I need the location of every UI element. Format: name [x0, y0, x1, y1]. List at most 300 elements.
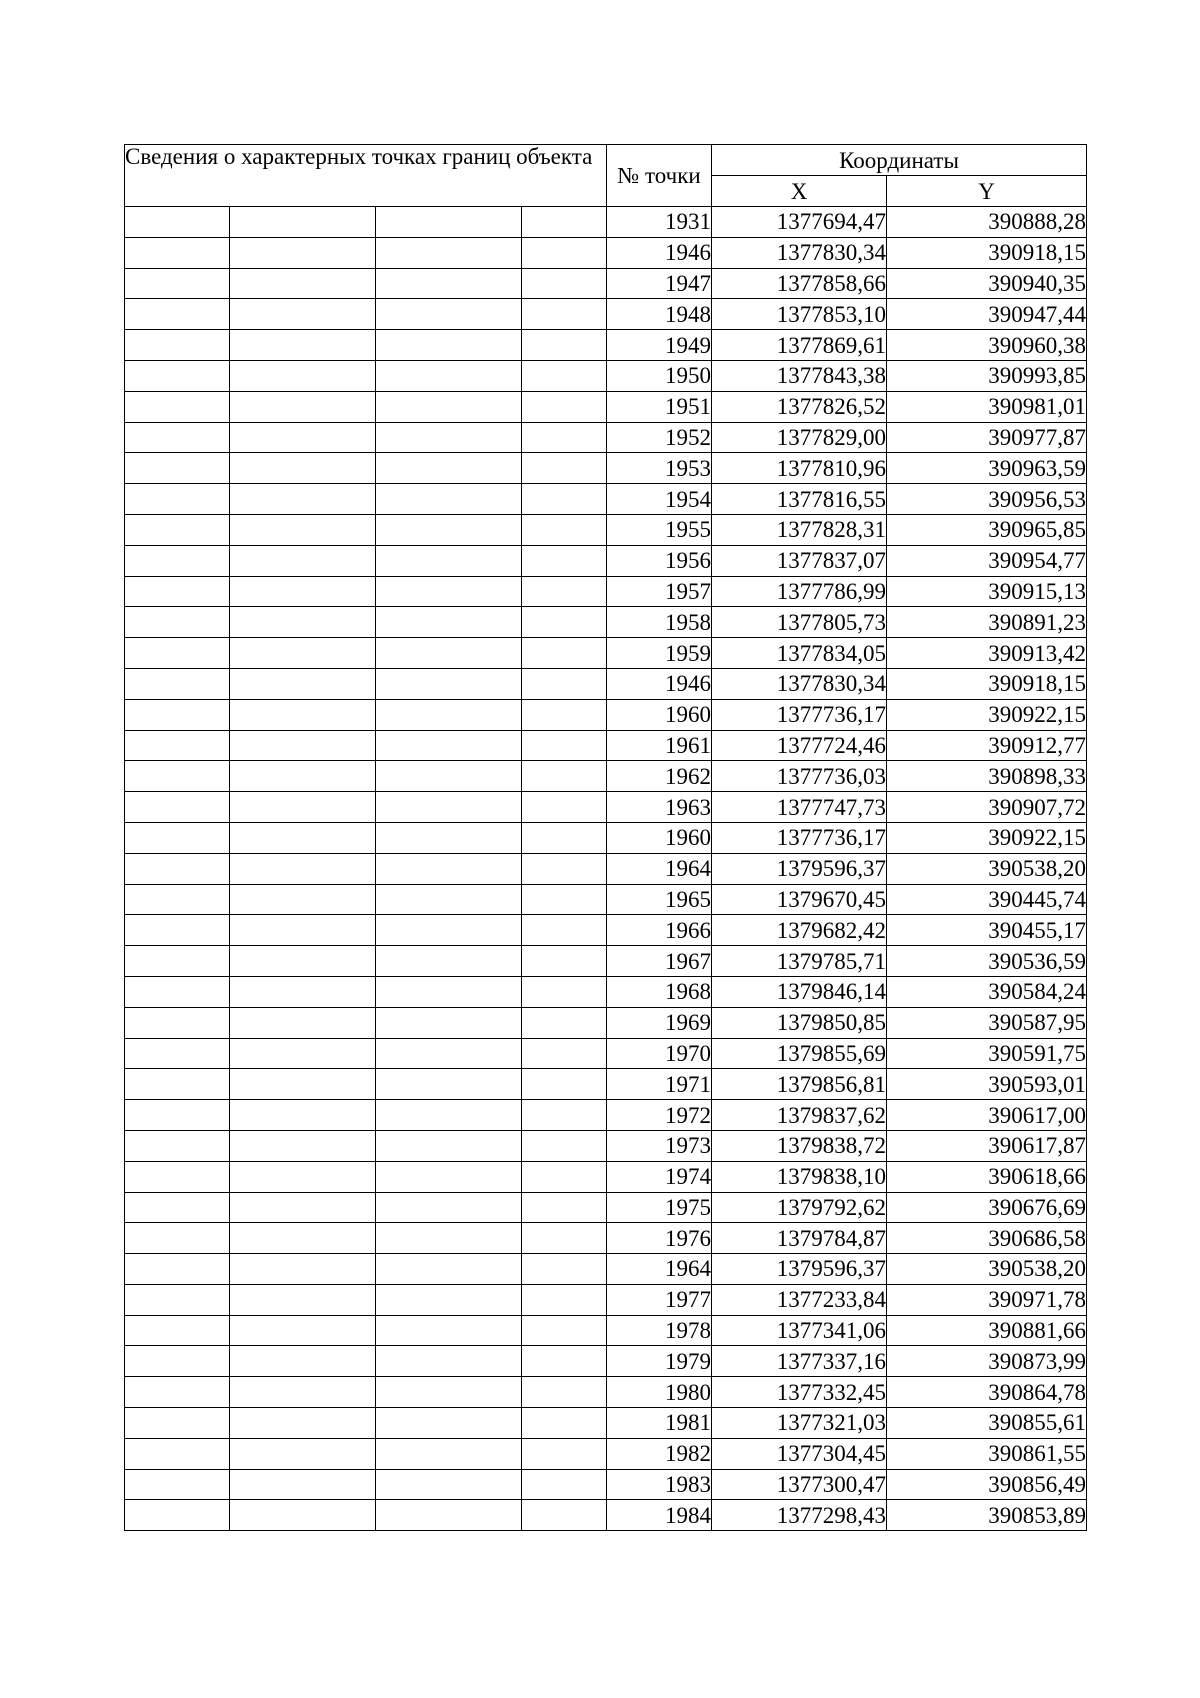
point-number-cell: 1968: [607, 976, 712, 1007]
empty-cell: [230, 545, 376, 576]
empty-cell: [522, 207, 607, 238]
empty-cell: [376, 730, 522, 761]
y-coordinate-cell: 390918,15: [887, 668, 1087, 699]
empty-cell: [522, 391, 607, 422]
y-coordinate-cell: 390617,00: [887, 1100, 1087, 1131]
point-number-cell: 1961: [607, 730, 712, 761]
empty-cell: [376, 884, 522, 915]
y-coordinate-cell: 390587,95: [887, 1007, 1087, 1038]
empty-cell: [125, 1315, 230, 1346]
y-coordinate-cell: 390918,15: [887, 237, 1087, 268]
table-row: [125, 1284, 1087, 1315]
point-number-cell: 1962: [607, 761, 712, 792]
table-row: [125, 545, 1087, 576]
y-coordinate-cell: 390993,85: [887, 360, 1087, 391]
y-coordinate-cell: 390584,24: [887, 976, 1087, 1007]
empty-cell: [230, 207, 376, 238]
table-row: [125, 853, 1087, 884]
table-row: [125, 268, 1087, 299]
empty-cell: [125, 1346, 230, 1377]
point-number-cell: 1956: [607, 545, 712, 576]
empty-cell: [125, 1377, 230, 1408]
empty-cell: [376, 237, 522, 268]
empty-cell: [230, 453, 376, 484]
x-coordinate-cell: 1379596,37: [712, 1254, 887, 1285]
x-coordinate-cell: 1377736,17: [712, 699, 887, 730]
y-header: Y: [887, 176, 1087, 207]
x-coordinate-cell: 1377337,16: [712, 1346, 887, 1377]
empty-cell: [125, 638, 230, 669]
empty-cell: [125, 360, 230, 391]
point-number-cell: 1965: [607, 884, 712, 915]
point-number-cell: 1952: [607, 422, 712, 453]
empty-cell: [125, 484, 230, 515]
empty-cell: [125, 1007, 230, 1038]
x-coordinate-cell: 1379682,42: [712, 915, 887, 946]
empty-cell: [230, 391, 376, 422]
empty-cell: [376, 853, 522, 884]
x-coordinate-cell: 1377869,61: [712, 330, 887, 361]
empty-cell: [376, 391, 522, 422]
y-coordinate-cell: 390922,15: [887, 822, 1087, 853]
y-coordinate-cell: 390888,28: [887, 207, 1087, 238]
point-number-cell: 1974: [607, 1161, 712, 1192]
empty-cell: [376, 1007, 522, 1038]
table-row: [125, 576, 1087, 607]
point-number-cell: 1960: [607, 699, 712, 730]
empty-cell: [522, 976, 607, 1007]
table-row: [125, 607, 1087, 638]
table-row: [125, 1130, 1087, 1161]
x-coordinate-cell: 1377834,05: [712, 638, 887, 669]
empty-cell: [230, 638, 376, 669]
empty-cell: [376, 422, 522, 453]
point-number-cell: 1982: [607, 1438, 712, 1469]
y-coordinate-cell: 390956,53: [887, 484, 1087, 515]
empty-cell: [230, 1346, 376, 1377]
x-coordinate-cell: 1377724,46: [712, 730, 887, 761]
empty-cell: [230, 792, 376, 823]
x-coordinate-cell: 1377805,73: [712, 607, 887, 638]
point-number-cell: 1983: [607, 1469, 712, 1500]
point-number-cell: 1975: [607, 1192, 712, 1223]
empty-cell: [125, 607, 230, 638]
empty-cell: [376, 607, 522, 638]
x-coordinate-cell: 1377843,38: [712, 360, 887, 391]
empty-cell: [125, 976, 230, 1007]
x-coordinate-cell: 1377830,34: [712, 237, 887, 268]
point-number-cell: 1973: [607, 1130, 712, 1161]
table-row: [125, 699, 1087, 730]
table-row: [125, 976, 1087, 1007]
y-coordinate-cell: 390907,72: [887, 792, 1087, 823]
x-coordinate-cell: 1377747,73: [712, 792, 887, 823]
empty-cell: [230, 1007, 376, 1038]
x-coordinate-cell: 1377786,99: [712, 576, 887, 607]
empty-cell: [522, 1377, 607, 1408]
point-number-cell: 1964: [607, 1254, 712, 1285]
table-row: [125, 638, 1087, 669]
empty-cell: [230, 1223, 376, 1254]
x-coordinate-cell: 1377304,45: [712, 1438, 887, 1469]
y-coordinate-cell: 390856,49: [887, 1469, 1087, 1500]
x-coordinate-cell: 1377298,43: [712, 1500, 887, 1531]
empty-cell: [376, 1192, 522, 1223]
empty-cell: [376, 1100, 522, 1131]
empty-cell: [522, 1438, 607, 1469]
x-coordinate-cell: 1379850,85: [712, 1007, 887, 1038]
y-coordinate-cell: 390593,01: [887, 1069, 1087, 1100]
x-coordinate-cell: 1377321,03: [712, 1408, 887, 1439]
empty-cell: [230, 1315, 376, 1346]
table-row: [125, 1346, 1087, 1377]
empty-cell: [125, 1500, 230, 1531]
empty-cell: [125, 792, 230, 823]
empty-cell: [522, 1038, 607, 1069]
empty-cell: [230, 514, 376, 545]
empty-cell: [376, 792, 522, 823]
y-coordinate-cell: 390676,69: [887, 1192, 1087, 1223]
empty-cell: [230, 1100, 376, 1131]
empty-cell: [376, 268, 522, 299]
empty-cell: [125, 268, 230, 299]
point-number-cell: 1959: [607, 638, 712, 669]
table-row: [125, 730, 1087, 761]
empty-cell: [522, 1100, 607, 1131]
empty-cell: [522, 792, 607, 823]
empty-cell: [522, 237, 607, 268]
empty-cell: [125, 1192, 230, 1223]
x-coordinate-cell: 1377694,47: [712, 207, 887, 238]
point-number-cell: 1978: [607, 1315, 712, 1346]
empty-cell: [376, 1500, 522, 1531]
header-row-1: [125, 145, 1087, 176]
empty-cell: [522, 514, 607, 545]
empty-cell: [125, 1038, 230, 1069]
x-coordinate-cell: 1377300,47: [712, 1469, 887, 1500]
x-coordinate-cell: 1377233,84: [712, 1284, 887, 1315]
x-coordinate-cell: 1377736,17: [712, 822, 887, 853]
point-number-cell: 1958: [607, 607, 712, 638]
y-coordinate-cell: 390947,44: [887, 299, 1087, 330]
y-coordinate-cell: 390940,35: [887, 268, 1087, 299]
empty-cell: [522, 1284, 607, 1315]
table-row: [125, 330, 1087, 361]
table-row: [125, 299, 1087, 330]
empty-cell: [125, 391, 230, 422]
empty-cell: [376, 453, 522, 484]
table-row: [125, 1408, 1087, 1439]
table-row: [125, 1069, 1087, 1100]
empty-cell: [376, 1346, 522, 1377]
table-row: [125, 946, 1087, 977]
empty-cell: [230, 237, 376, 268]
y-coordinate-cell: 390963,59: [887, 453, 1087, 484]
empty-cell: [376, 699, 522, 730]
table-row: [125, 1192, 1087, 1223]
y-coordinate-cell: 390853,89: [887, 1500, 1087, 1531]
empty-cell: [125, 299, 230, 330]
empty-cell: [125, 1130, 230, 1161]
y-coordinate-cell: 390977,87: [887, 422, 1087, 453]
x-coordinate-cell: 1379838,10: [712, 1161, 887, 1192]
empty-cell: [522, 1254, 607, 1285]
point-number-cell: 1963: [607, 792, 712, 823]
empty-cell: [522, 545, 607, 576]
empty-cell: [522, 1408, 607, 1439]
empty-cell: [230, 668, 376, 699]
empty-cell: [376, 761, 522, 792]
coordinates-body: [125, 207, 1087, 1531]
point-number-cell: 1966: [607, 915, 712, 946]
point-number-cell: 1953: [607, 453, 712, 484]
empty-cell: [376, 1408, 522, 1439]
point-number-header: № точки: [607, 145, 712, 207]
point-number-cell: 1951: [607, 391, 712, 422]
empty-cell: [230, 1408, 376, 1439]
empty-cell: [522, 330, 607, 361]
y-coordinate-cell: 390455,17: [887, 915, 1087, 946]
empty-cell: [522, 1315, 607, 1346]
x-coordinate-cell: 1377858,66: [712, 268, 887, 299]
table-row: [125, 422, 1087, 453]
y-coordinate-cell: 390445,74: [887, 884, 1087, 915]
empty-cell: [125, 1161, 230, 1192]
empty-cell: [125, 853, 230, 884]
table-row: [125, 792, 1087, 823]
point-number-cell: 1949: [607, 330, 712, 361]
empty-cell: [522, 299, 607, 330]
table-row: [125, 1100, 1087, 1131]
point-number-cell: 1971: [607, 1069, 712, 1100]
table-row: [125, 391, 1087, 422]
y-coordinate-cell: 390591,75: [887, 1038, 1087, 1069]
x-coordinate-cell: 1379784,87: [712, 1223, 887, 1254]
table-row: [125, 207, 1087, 238]
empty-cell: [376, 638, 522, 669]
empty-cell: [230, 1500, 376, 1531]
empty-cell: [376, 484, 522, 515]
empty-cell: [125, 1438, 230, 1469]
empty-cell: [522, 638, 607, 669]
empty-cell: [376, 1254, 522, 1285]
point-number-cell: 1931: [607, 207, 712, 238]
empty-cell: [376, 1315, 522, 1346]
point-number-cell: 1950: [607, 360, 712, 391]
empty-cell: [125, 1254, 230, 1285]
table-row: [125, 237, 1087, 268]
y-coordinate-cell: 390981,01: [887, 391, 1087, 422]
empty-cell: [522, 1469, 607, 1500]
empty-cell: [522, 1500, 607, 1531]
y-coordinate-cell: 390861,55: [887, 1438, 1087, 1469]
empty-cell: [376, 822, 522, 853]
empty-cell: [125, 1069, 230, 1100]
y-coordinate-cell: 390922,15: [887, 699, 1087, 730]
y-coordinate-cell: 390617,87: [887, 1130, 1087, 1161]
empty-cell: [230, 1438, 376, 1469]
empty-cell: [125, 514, 230, 545]
empty-cell: [230, 268, 376, 299]
point-number-cell: 1967: [607, 946, 712, 977]
empty-cell: [125, 946, 230, 977]
empty-cell: [376, 545, 522, 576]
y-coordinate-cell: 390855,61: [887, 1408, 1087, 1439]
point-number-cell: 1969: [607, 1007, 712, 1038]
empty-cell: [230, 853, 376, 884]
x-coordinate-cell: 1377830,34: [712, 668, 887, 699]
empty-cell: [376, 1284, 522, 1315]
empty-cell: [125, 207, 230, 238]
empty-cell: [125, 668, 230, 699]
y-coordinate-cell: 390538,20: [887, 1254, 1087, 1285]
x-coordinate-cell: 1377853,10: [712, 299, 887, 330]
point-number-cell: 1960: [607, 822, 712, 853]
x-coordinate-cell: 1377816,55: [712, 484, 887, 515]
empty-cell: [522, 1192, 607, 1223]
empty-cell: [230, 946, 376, 977]
point-number-cell: 1979: [607, 1346, 712, 1377]
empty-cell: [125, 453, 230, 484]
empty-cell: [230, 1254, 376, 1285]
empty-cell: [230, 915, 376, 946]
table-row: [125, 514, 1087, 545]
empty-cell: [376, 1038, 522, 1069]
empty-cell: [376, 1069, 522, 1100]
empty-cell: [125, 422, 230, 453]
empty-cell: [230, 422, 376, 453]
y-coordinate-cell: 390881,66: [887, 1315, 1087, 1346]
table-row: [125, 1007, 1087, 1038]
x-coordinate-cell: 1377837,07: [712, 545, 887, 576]
empty-cell: [522, 730, 607, 761]
y-coordinate-cell: 390873,99: [887, 1346, 1087, 1377]
empty-cell: [522, 699, 607, 730]
empty-cell: [522, 484, 607, 515]
x-coordinate-cell: 1379855,69: [712, 1038, 887, 1069]
empty-cell: [376, 360, 522, 391]
y-coordinate-cell: 390898,33: [887, 761, 1087, 792]
empty-cell: [125, 545, 230, 576]
info-header: Сведения о характерных точках границ объекта: [125, 145, 607, 207]
x-coordinate-cell: 1379785,71: [712, 946, 887, 977]
empty-cell: [376, 1130, 522, 1161]
point-number-cell: 1984: [607, 1500, 712, 1531]
empty-cell: [125, 1469, 230, 1500]
table-row: [125, 1161, 1087, 1192]
point-number-cell: 1946: [607, 237, 712, 268]
empty-cell: [125, 699, 230, 730]
empty-cell: [230, 1284, 376, 1315]
point-number-cell: 1948: [607, 299, 712, 330]
x-coordinate-cell: 1377332,45: [712, 1377, 887, 1408]
x-coordinate-cell: 1379596,37: [712, 853, 887, 884]
empty-cell: [522, 360, 607, 391]
empty-cell: [230, 1161, 376, 1192]
empty-cell: [230, 576, 376, 607]
table-row: [125, 484, 1087, 515]
y-coordinate-cell: 390538,20: [887, 853, 1087, 884]
empty-cell: [522, 453, 607, 484]
x-coordinate-cell: 1379792,62: [712, 1192, 887, 1223]
empty-cell: [230, 1192, 376, 1223]
point-number-cell: 1955: [607, 514, 712, 545]
empty-cell: [522, 946, 607, 977]
empty-cell: [522, 576, 607, 607]
y-coordinate-cell: 390971,78: [887, 1284, 1087, 1315]
empty-cell: [522, 422, 607, 453]
empty-cell: [522, 1346, 607, 1377]
x-coordinate-cell: 1379837,62: [712, 1100, 887, 1131]
empty-cell: [125, 1284, 230, 1315]
empty-cell: [522, 1007, 607, 1038]
table-row: [125, 884, 1087, 915]
x-coordinate-cell: 1379856,81: [712, 1069, 887, 1100]
empty-cell: [230, 1377, 376, 1408]
y-coordinate-cell: 390864,78: [887, 1377, 1087, 1408]
table-row: [125, 1254, 1087, 1285]
point-number-cell: 1972: [607, 1100, 712, 1131]
empty-cell: [376, 1469, 522, 1500]
empty-cell: [522, 761, 607, 792]
empty-cell: [230, 607, 376, 638]
empty-cell: [522, 1130, 607, 1161]
empty-cell: [125, 237, 230, 268]
point-number-cell: 1954: [607, 484, 712, 515]
y-coordinate-cell: 390960,38: [887, 330, 1087, 361]
empty-cell: [376, 668, 522, 699]
empty-cell: [125, 1100, 230, 1131]
x-coordinate-cell: 1379838,72: [712, 1130, 887, 1161]
table-row: [125, 915, 1087, 946]
empty-cell: [522, 268, 607, 299]
empty-cell: [376, 576, 522, 607]
empty-cell: [376, 946, 522, 977]
empty-cell: [125, 730, 230, 761]
point-number-cell: 1980: [607, 1377, 712, 1408]
table-row: [125, 822, 1087, 853]
point-number-cell: 1981: [607, 1408, 712, 1439]
empty-cell: [376, 1161, 522, 1192]
empty-cell: [376, 330, 522, 361]
y-coordinate-cell: 390891,23: [887, 607, 1087, 638]
x-coordinate-cell: 1377810,96: [712, 453, 887, 484]
empty-cell: [522, 1223, 607, 1254]
empty-cell: [230, 884, 376, 915]
empty-cell: [522, 884, 607, 915]
y-coordinate-cell: 390965,85: [887, 514, 1087, 545]
empty-cell: [376, 514, 522, 545]
empty-cell: [522, 1161, 607, 1192]
x-header: X: [712, 176, 887, 207]
table-row: [125, 1038, 1087, 1069]
empty-cell: [230, 761, 376, 792]
empty-cell: [230, 976, 376, 1007]
empty-cell: [230, 699, 376, 730]
empty-cell: [125, 761, 230, 792]
empty-cell: [376, 1223, 522, 1254]
empty-cell: [230, 1130, 376, 1161]
y-coordinate-cell: 390913,42: [887, 638, 1087, 669]
table-row: [125, 1469, 1087, 1500]
empty-cell: [125, 576, 230, 607]
table-row: [125, 668, 1087, 699]
point-number-cell: 1977: [607, 1284, 712, 1315]
point-number-cell: 1970: [607, 1038, 712, 1069]
empty-cell: [522, 853, 607, 884]
empty-cell: [230, 1069, 376, 1100]
empty-cell: [230, 822, 376, 853]
